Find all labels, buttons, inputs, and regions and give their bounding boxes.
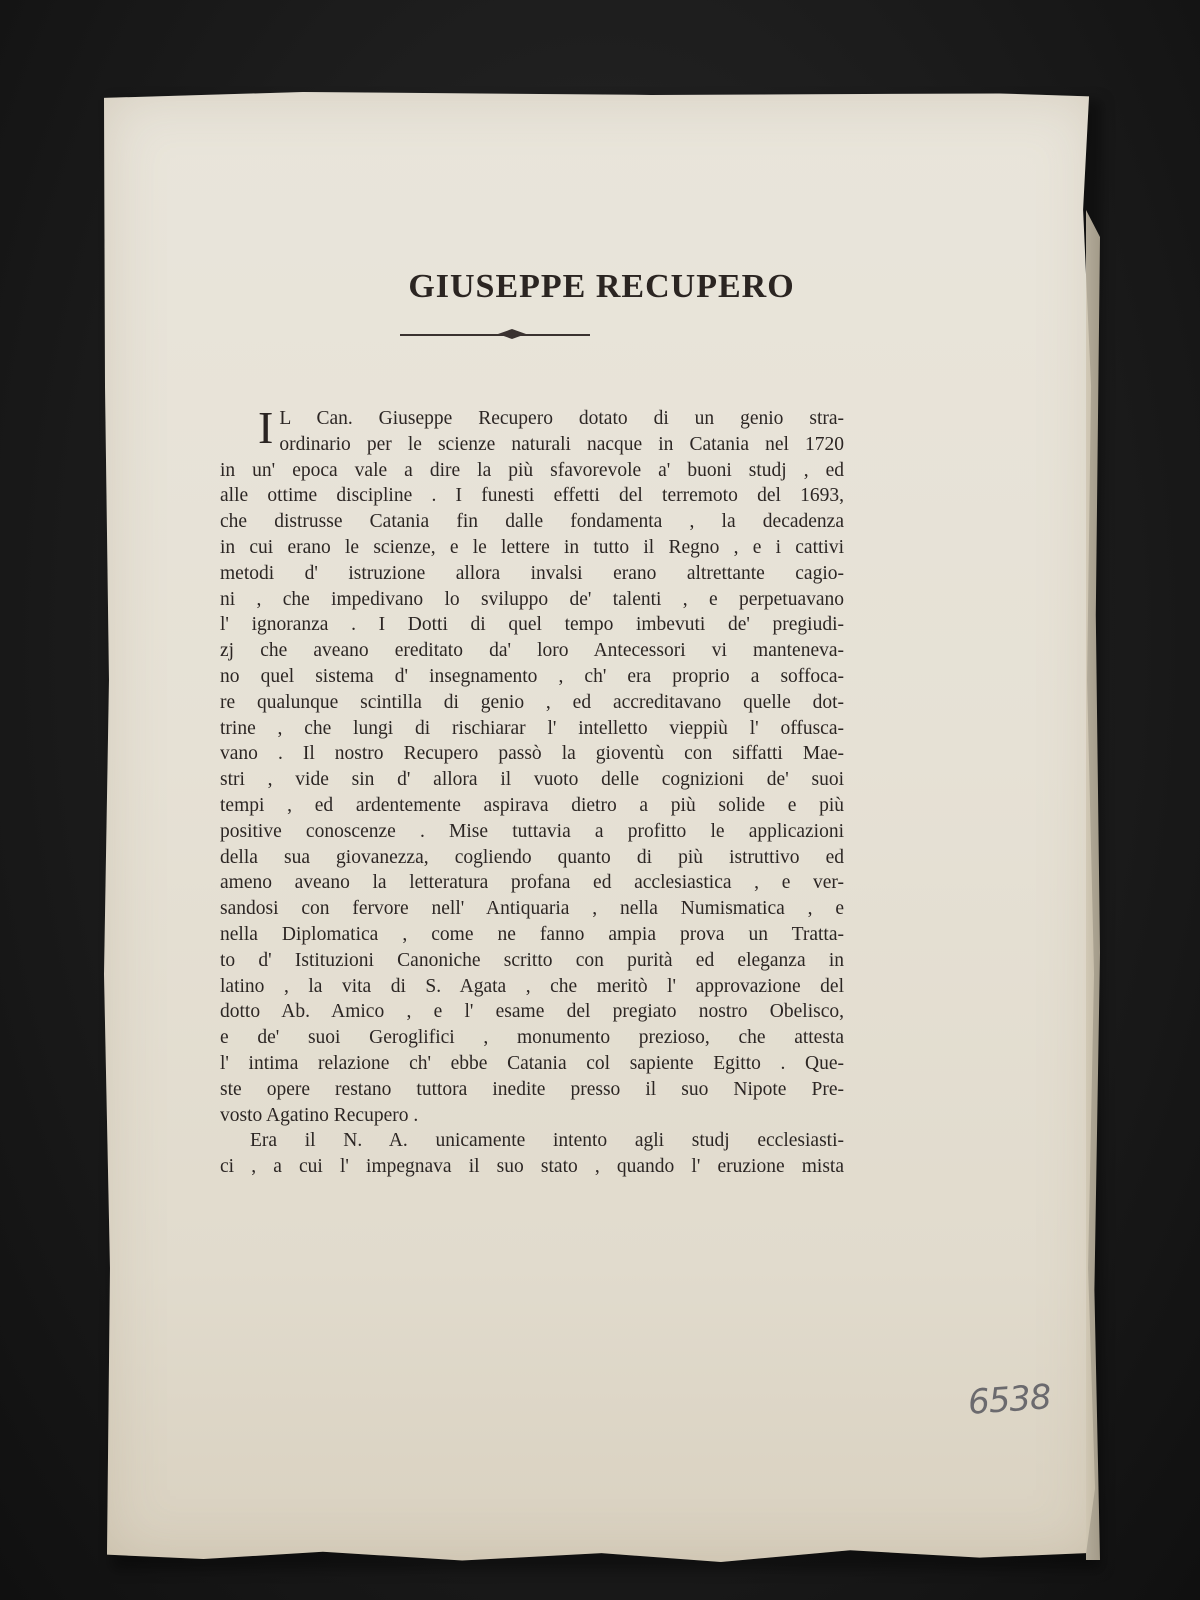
text-line: latino , la vita di S. Agata , che meritò l' approvazione del xyxy=(220,975,844,997)
text-line: in un' epoca vale a dire la più sfavorevole a' buoni studj , ed xyxy=(220,459,844,481)
text-line: ni , che impedivano lo sviluppo de' talenti , e perpetuavano xyxy=(220,588,844,610)
text-line: in cui erano le scienze, e le lettere in tutto il Regno , e i cattivi xyxy=(220,536,844,558)
text-line: alle ottime discipline . I funesti effetti del terremoto del 1693, xyxy=(220,485,844,507)
text-line: che distrusse Catania fin dalle fondamenta , la decadenza xyxy=(220,511,844,533)
text-line: no quel sistema d' insegnamento , ch' era proprio a soffoca- xyxy=(220,665,844,687)
text-line: sandosi con fervore nell' Antiquaria , nella Numismatica , e xyxy=(220,898,844,920)
text-line: zj che aveano ereditato da' loro Antecessori vi manteneva- xyxy=(220,640,844,662)
drop-cap: I xyxy=(258,402,274,453)
text-line: l' intima relazione ch' ebbe Catania col sapiente Egitto . Que- xyxy=(220,1052,844,1074)
text-line: e de' suoi Geroglifici , monumento prezioso, che attesta xyxy=(220,1027,844,1049)
text-line: positive conoscenze . Mise tuttavia a profitto le applicazioni xyxy=(220,820,844,842)
handwritten-shelfmark: 6538 xyxy=(966,1377,1052,1423)
text-line: to d' Istituzioni Canoniche scritto con purità ed eleganza in xyxy=(220,949,844,971)
text-line: trine , che lungi di rischiarar l' intelletto vieppiù l' offusca- xyxy=(220,717,844,739)
page-title: GIUSEPPE RECUPERO xyxy=(408,268,795,305)
text-line: l' ignoranza . I Dotti di quel tempo imbevuti de' pregiudi- xyxy=(220,614,844,636)
text-line: metodi d' istruzione allora invalsi erano altrettante cagio- xyxy=(220,562,844,584)
text-line: nella Diplomatica , come ne fanno ampia prova un Tratta- xyxy=(220,923,844,945)
text-line: ameno aveano la letteratura profana ed acclesiastica , e ver- xyxy=(220,872,844,894)
text-line: ordinario per le scienze naturali nacque in Catania nel 1720 xyxy=(279,433,844,455)
text-line: vosto Agatino Recupero . xyxy=(220,1104,419,1126)
text-line: ci , a cui l' impegnava il suo stato , quando l' eruzione mista xyxy=(220,1156,844,1178)
text-line: L Can. Giuseppe Recupero dotato di un genio stra- xyxy=(279,408,844,429)
body-text xyxy=(220,402,844,1180)
text-line: Era il N. A. unicamente intento agli studj ecclesiasti- xyxy=(250,1130,844,1152)
text-line: tempi , ed ardentemente aspirava dietro a più solide e più xyxy=(220,794,844,816)
text-line: dotto Ab. Amico , e l' esame del pregiato nostro Obelisco, xyxy=(220,1001,844,1023)
title-rule xyxy=(400,334,590,336)
text-line: ste opere restano tuttora inedite presso il suo Nipote Pre- xyxy=(220,1078,844,1100)
text-line: della sua giovanezza, cogliendo quanto di più istruttivo ed xyxy=(220,846,844,868)
text-line: stri , vide sin d' allora il vuoto delle cognizioni de' suoi xyxy=(220,769,844,791)
text-line: re qualunque scintilla di genio , ed accreditavano quelle dot- xyxy=(220,691,844,713)
text-line: vano . Il nostro Recupero passò la gioventù con siffatti Mae- xyxy=(220,743,844,765)
